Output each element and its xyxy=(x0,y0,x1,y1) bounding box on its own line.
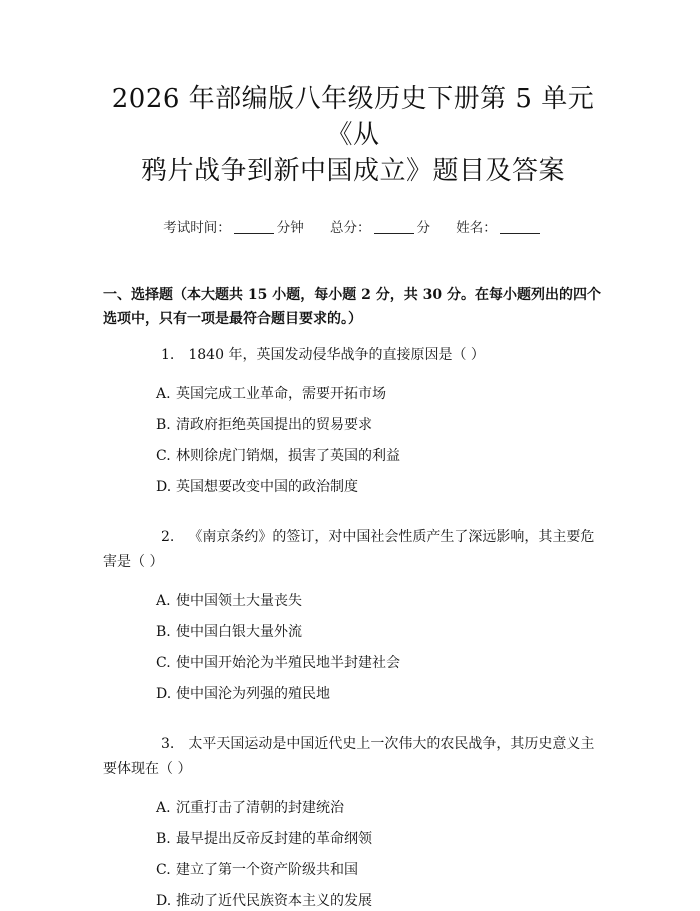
option-b xyxy=(156,415,603,435)
total-score-blank xyxy=(374,219,414,234)
question-number: 2. xyxy=(161,529,175,545)
student-name-blank xyxy=(500,219,540,234)
option-letter: A. xyxy=(156,593,171,609)
option-a xyxy=(156,591,603,611)
option-b xyxy=(156,622,603,642)
student-name-label: 姓名： xyxy=(456,220,497,236)
option-text: 使中国开始沦为半殖民地半封建社会 xyxy=(176,655,400,671)
option-letter: A. xyxy=(156,800,171,816)
option-text: 英国完成工业革命，需要开拓市场 xyxy=(176,386,386,402)
option-text: 清政府拒绝英国提出的贸易要求 xyxy=(176,417,372,433)
option-letter: D. xyxy=(156,893,172,909)
option-letter: D. xyxy=(156,686,172,702)
option-c xyxy=(156,446,603,466)
question-text: 1840 年，英国发动侵华战争的直接原因是（ ） xyxy=(188,347,485,363)
option-d xyxy=(156,891,603,911)
section-heading: 一、选择题（本大题共 15 小题，每小题 2 分，共 30 分。在每小题列出的四个选项中，只有一项是最符合题目要求的。） xyxy=(103,287,601,327)
question-stem xyxy=(103,513,603,575)
option-a xyxy=(156,384,603,404)
option-text: 林则徐虎门销烟，损害了英国的利益 xyxy=(176,448,400,464)
option-list xyxy=(156,384,603,497)
title-line-1: 2026 年部编版八年级历史下册第 5 单元《从 xyxy=(111,84,595,150)
option-list xyxy=(156,591,603,704)
option-letter: B. xyxy=(156,831,171,847)
exam-info-line xyxy=(103,218,603,238)
option-letter: D. xyxy=(156,479,172,495)
option-a xyxy=(156,798,603,818)
option-c xyxy=(156,653,603,673)
option-letter: C. xyxy=(156,448,171,464)
option-letter: B. xyxy=(156,417,171,433)
option-d xyxy=(156,477,603,497)
option-letter: C. xyxy=(156,862,171,878)
question-1 xyxy=(103,331,603,497)
option-letter: C. xyxy=(156,655,171,671)
option-text: 使中国沦为列强的殖民地 xyxy=(176,686,330,702)
option-text: 沉重打击了清朝的封建统治 xyxy=(176,800,344,816)
exam-time-label: 考试时间： xyxy=(163,220,231,236)
title-line-2: 鸦片战争到新中国成立》题目及答案 xyxy=(140,156,565,186)
total-score-field xyxy=(330,220,434,236)
option-b xyxy=(156,829,603,849)
option-text: 推动了近代民族资本主义的发展 xyxy=(176,893,372,909)
option-text: 英国想要改变中国的政治制度 xyxy=(176,479,358,495)
option-c xyxy=(156,860,603,880)
document-title xyxy=(103,0,603,189)
option-text: 建立了第一个资产阶级共和国 xyxy=(176,862,358,878)
question-2 xyxy=(103,513,603,704)
question-3 xyxy=(103,720,603,911)
question-text: 《南京条约》的签订，对中国社会性质产生了深远影响，其主要危害是（ ） xyxy=(103,529,595,570)
exam-time-field xyxy=(163,220,308,236)
question-stem xyxy=(103,720,603,782)
total-score-unit: 分 xyxy=(416,220,430,236)
exam-time-blank xyxy=(234,219,274,234)
option-text: 最早提出反帝反封建的革命纲领 xyxy=(176,831,372,847)
option-text: 使中国领土大量丧失 xyxy=(176,593,302,609)
question-number: 1. xyxy=(161,347,175,363)
total-score-label: 总分： xyxy=(330,220,371,236)
question-text: 太平天国运动是中国近代史上一次伟大的农民战争，其历史意义主要体现在（ ） xyxy=(103,736,595,777)
option-list xyxy=(156,798,603,911)
option-d xyxy=(156,684,603,704)
student-name-field xyxy=(456,220,543,236)
option-letter: A. xyxy=(156,386,171,402)
question-number: 3. xyxy=(161,736,175,752)
option-letter: B. xyxy=(156,624,171,640)
exam-time-unit: 分钟 xyxy=(276,220,304,236)
option-text: 使中国白银大量外流 xyxy=(176,624,302,640)
question-stem xyxy=(103,331,603,368)
